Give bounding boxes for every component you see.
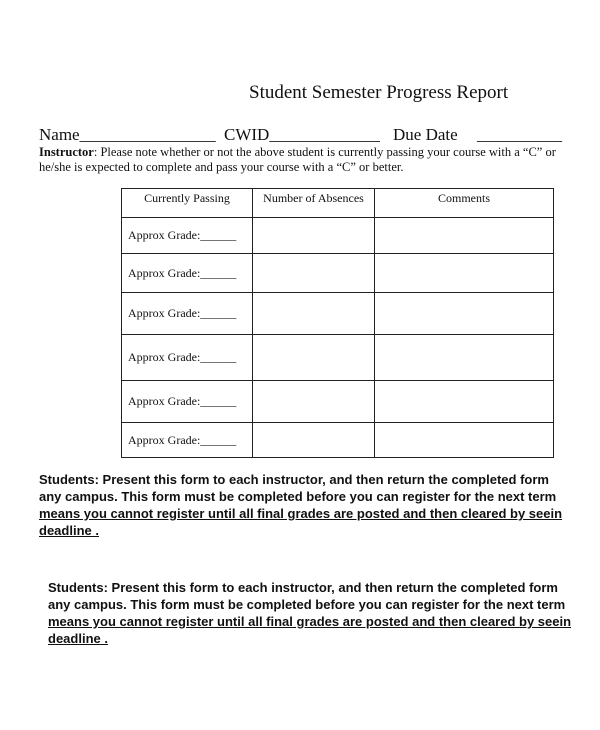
comments-cell[interactable] bbox=[375, 254, 554, 293]
comments-cell[interactable] bbox=[375, 423, 554, 458]
approx-grade-cell[interactable]: Approx Grade:______ bbox=[122, 335, 253, 381]
header-number-of-absences: Number of Absences bbox=[253, 189, 375, 218]
instructor-text: : Please note whether or not the above student is currently passing your course with a “C” or he/she is expected to complete and pass your course with a “C” or better. bbox=[39, 145, 556, 174]
instructor-note bbox=[39, 145, 564, 175]
due-date-field[interactable]: __________ bbox=[477, 125, 562, 144]
instructor-label: Instructor bbox=[39, 145, 94, 159]
cwid-field[interactable]: CWID_____________ bbox=[224, 125, 380, 144]
header-comments: Comments bbox=[375, 189, 554, 218]
comments-cell[interactable] bbox=[375, 381, 554, 423]
comments-cell[interactable] bbox=[375, 293, 554, 335]
approx-grade-cell[interactable]: Approx Grade:______ bbox=[122, 423, 253, 458]
table-row bbox=[122, 293, 554, 335]
absences-cell[interactable] bbox=[253, 218, 375, 254]
comments-cell[interactable] bbox=[375, 218, 554, 254]
notice-line: means you cannot register until all final grades are posted and then cleared by seein bbox=[39, 506, 563, 521]
approx-grade-cell[interactable]: Approx Grade:______ bbox=[122, 218, 253, 254]
approx-grade-cell[interactable]: Approx Grade:______ bbox=[122, 381, 253, 423]
approx-grade-cell[interactable]: Approx Grade:______ bbox=[122, 254, 253, 293]
students-notice-repeat bbox=[48, 579, 571, 647]
notice-line: Students: Present this form to each instructor, and then return the completed form bbox=[39, 472, 549, 487]
header-currently-passing: Currently Passing bbox=[122, 189, 253, 218]
progress-table bbox=[121, 188, 554, 458]
table-header-row bbox=[122, 189, 554, 218]
notice-line: deadline . bbox=[48, 631, 108, 646]
notice-line: deadline . bbox=[39, 523, 99, 538]
table-row bbox=[122, 254, 554, 293]
notice-line: any campus. This form must be completed before you can register for the next term bbox=[48, 597, 566, 612]
notice-line: Students: Present this form to each instructor, and then return the completed form bbox=[48, 580, 558, 595]
absences-cell[interactable] bbox=[253, 293, 375, 335]
absences-cell[interactable] bbox=[253, 335, 375, 381]
table-row bbox=[122, 381, 554, 423]
due-date-label: Due Date bbox=[393, 125, 458, 144]
absences-cell[interactable] bbox=[253, 423, 375, 458]
notice-line: means you cannot register until all final grades are posted and then cleared by seein bbox=[48, 614, 572, 629]
table-row bbox=[122, 423, 554, 458]
students-notice bbox=[39, 471, 562, 539]
approx-grade-cell[interactable]: Approx Grade:______ bbox=[122, 293, 253, 335]
page-title: Student Semester Progress Report bbox=[249, 82, 509, 103]
absences-cell[interactable] bbox=[253, 254, 375, 293]
notice-line: any campus. This form must be completed before you can register for the next term bbox=[39, 489, 557, 504]
table-row bbox=[122, 335, 554, 381]
student-fields bbox=[39, 125, 569, 147]
name-field[interactable]: Name________________ bbox=[39, 125, 216, 144]
table-row bbox=[122, 218, 554, 254]
comments-cell[interactable] bbox=[375, 335, 554, 381]
absences-cell[interactable] bbox=[253, 381, 375, 423]
